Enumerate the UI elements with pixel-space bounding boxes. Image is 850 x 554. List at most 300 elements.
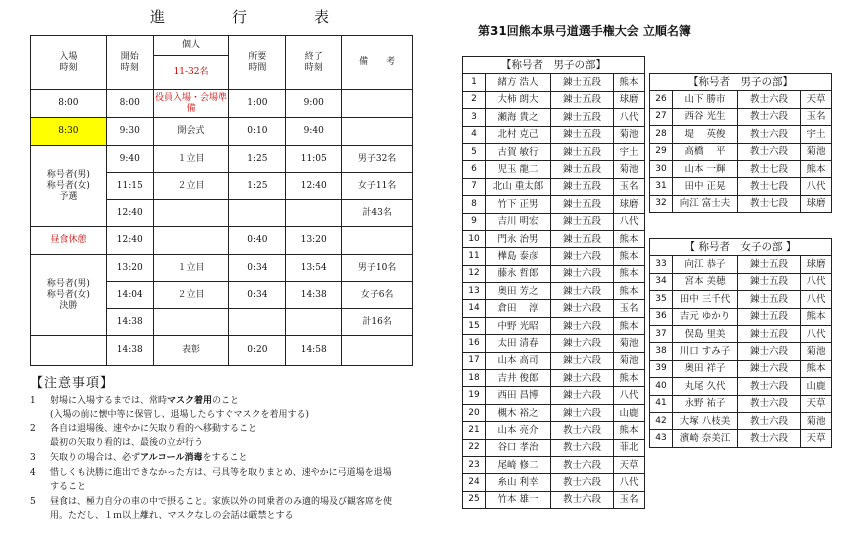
note-line [30,497,392,508]
note-line [30,424,257,435]
entry-prefecture: 八代 [614,474,645,491]
entry-prefecture: 菊池 [801,343,832,360]
cell-end: 12:40 [286,173,342,200]
entry-prefecture: 熊本 [614,422,645,439]
entry-prefecture: 玉名 [614,300,645,317]
cell-end: 9:40 [286,118,342,146]
entry-prefecture: 玉名 [614,491,645,508]
entry-prefecture: 山鹿 [614,404,645,421]
entry-number: 12 [463,265,486,282]
entry-rank: 教士七段 [738,160,801,177]
entry-name: 吉川 明宏 [486,213,551,230]
entry-number: 37 [650,325,673,342]
roster-row [650,378,832,395]
roster-row [650,126,832,143]
note-number: 2 [30,424,36,434]
cell-start: 14:04 [106,282,153,309]
roster-row [463,265,645,282]
entry-rank: 錬士六段 [551,317,614,334]
entry-rank: 錬士六段 [551,300,614,317]
roster-row [650,343,832,360]
entry-number: 24 [463,474,486,491]
roster-row [463,300,645,317]
entry-name: 山本 一輝 [673,160,738,177]
entry-number: 2 [463,91,486,108]
entry-name: 高橋 平 [673,143,738,160]
entry-number: 38 [650,343,673,360]
roster-row [463,213,645,230]
entry-name: 丸尾 久代 [673,378,738,395]
entry-rank: 錬士五段 [551,213,614,230]
cell-note [342,336,413,366]
entry-prefecture: 菊池 [614,161,645,178]
entry-number: 10 [463,230,486,247]
entry-rank: 錬士五段 [551,126,614,143]
entry-name: 濱崎 奈美江 [673,430,738,447]
entry-number: 30 [650,160,673,177]
cell-event: １立目 [153,255,229,282]
entry-rank: 錬士六段 [551,370,614,387]
entry-number: 23 [463,456,486,473]
entry-rank: 錬士五段 [551,91,614,108]
note-emphasis: アルコール消毒 [140,453,203,463]
cell-entry [31,336,107,366]
group-prelim: 称号者(男) 称号者(女) 予選 [31,146,107,227]
entry-number: 33 [650,256,673,273]
cell-start: 12:40 [106,227,153,255]
entry-name: 竹下 正男 [486,196,551,213]
women-header: 【 称号者 女子の部 】 [650,239,832,256]
roster-row [650,412,832,429]
entry-prefecture: 球磨 [801,195,832,212]
entry-number: 7 [463,178,486,195]
ranking-title: 第31回熊本県弓道選手権大会 立順名簿 [478,24,691,38]
schedule-table [30,35,413,366]
entry-number: 28 [650,126,673,143]
entry-name: 谷口 孝治 [486,439,551,456]
header-entry-time: 入場 時刻 [31,36,107,90]
note-number: 5 [30,497,36,507]
entry-prefecture: 八代 [801,291,832,308]
entry-prefecture: 熊本 [614,74,645,91]
entry-name: 尾崎 修二 [486,456,551,473]
entry-number: 13 [463,283,486,300]
entry-prefecture: 宇土 [614,143,645,160]
entry-number: 39 [650,360,673,377]
cell-event [153,227,229,255]
cell-entry: 8:00 [31,90,107,118]
entry-number: 20 [463,404,486,421]
entry-name: 川口 すみ子 [673,343,738,360]
roster-row [463,230,645,247]
entry-prefecture: 球磨 [614,91,645,108]
entry-number: 43 [650,430,673,447]
entry-name: 西田 昌博 [486,387,551,404]
entry-number: 5 [463,143,486,160]
cell-duration: 0:20 [229,336,286,366]
note-text: すること [50,482,87,492]
header-individual: 個人 [153,36,229,56]
entry-number: 1 [463,74,486,91]
entry-rank: 教士七段 [738,195,801,212]
roster-row [650,108,832,125]
entry-rank: 錬士五段 [738,325,801,342]
entry-name: 藤永 哲郎 [486,265,551,282]
roster-row [463,248,645,265]
entry-prefecture: 天草 [801,430,832,447]
cell-event: 表彰 [153,336,229,366]
roster-row [650,395,832,412]
entry-number: 35 [650,291,673,308]
roster-row [463,196,645,213]
entry-rank: 錬士五段 [551,143,614,160]
cell-note: 女子11名 [342,173,413,200]
entry-name: 大塚 八枝美 [673,412,738,429]
roster-row [650,256,832,273]
entry-rank: 錬士五段 [551,74,614,91]
entry-number: 6 [463,161,486,178]
cell-note [342,118,413,146]
header-start-time: 開始 時刻 [106,36,153,90]
roster-row [463,161,645,178]
entry-name: 樺島 泰彦 [486,248,551,265]
roster-row [650,195,832,212]
cell-start: 14:38 [106,336,153,366]
group-final: 称号者(男) 称号者(女) 決勝 [31,255,107,336]
roster-row [463,404,645,421]
cell-end: 11:05 [286,146,342,173]
note-text-tail: をすること [202,453,248,463]
entry-name: 宮本 美穂 [673,273,738,290]
entry-rank: 教士六段 [738,143,801,160]
cell-duration [229,309,286,336]
roster-row [650,160,832,177]
entry-prefecture: 八代 [801,178,832,195]
entry-number: 18 [463,370,486,387]
entry-number: 32 [650,195,673,212]
cell-event [153,309,229,336]
note-emphasis: マスク着用 [167,396,213,406]
cell-start: 8:00 [106,90,153,118]
roster-row [463,387,645,404]
entry-rank: 教士六段 [551,422,614,439]
roster-row [650,325,832,342]
entry-prefecture: 球磨 [614,196,645,213]
cell-duration [229,200,286,227]
entry-number: 15 [463,317,486,334]
entry-rank: 錬士五段 [551,230,614,247]
entry-prefecture: 熊本 [614,248,645,265]
men-header: 【称号者 男子の部】 [463,57,645,74]
note-line [30,482,86,493]
entry-rank: 錬士六段 [551,248,614,265]
entry-number: 41 [650,395,673,412]
roster-row [463,178,645,195]
entry-rank: 錬士五段 [738,256,801,273]
note-number: 1 [30,396,36,406]
entry-prefecture: 天草 [801,395,832,412]
cell-start: 9:30 [106,118,153,146]
cell-start: 13:20 [106,255,153,282]
entry-prefecture: 菊池 [614,126,645,143]
cell-event: ２立目 [153,282,229,309]
entry-prefecture: 菲北 [614,439,645,456]
entry-name: 児玉 龍二 [486,161,551,178]
roster-row [463,335,645,352]
cell-duration: 1:25 [229,173,286,200]
roster-row [463,91,645,108]
note-line [30,396,239,407]
cell-note: 男子32名 [342,146,413,173]
entry-name: 奥田 芳之 [486,283,551,300]
note-number: 3 [30,453,36,463]
entry-name: 古賀 敏行 [486,143,551,160]
entry-prefecture: 熊本 [614,370,645,387]
entry-name: 吉元 ゆかり [673,308,738,325]
roster-row [650,273,832,290]
cell-note [342,90,413,118]
roster-row [463,74,645,91]
entry-rank: 錬士五段 [738,291,801,308]
roster-row [463,352,645,369]
entry-name: 向江 富士夫 [673,195,738,212]
entry-number: 27 [650,108,673,125]
entry-prefecture: 熊本 [614,230,645,247]
entry-name: 中野 光昭 [486,317,551,334]
entry-rank: 錬士五段 [738,273,801,290]
note-text-tail: のこと [212,396,240,406]
entry-name: 竹本 雄一 [486,491,551,508]
entry-number: 3 [463,109,486,126]
entry-name: 西谷 光生 [673,108,738,125]
roster-row [650,308,832,325]
cell-duration: 0:10 [229,118,286,146]
entry-number: 42 [650,412,673,429]
entry-rank: 錬士六段 [551,283,614,300]
entry-name: 俣島 里美 [673,325,738,342]
entry-name: 山本 亮介 [486,422,551,439]
header-notes: 備 考 [342,36,413,90]
entry-prefecture: 八代 [614,213,645,230]
entry-prefecture: 菊池 [801,143,832,160]
entry-name: 田中 正晃 [673,178,738,195]
women-ranking-table [649,238,832,448]
entry-rank: 教士六段 [551,439,614,456]
entry-prefecture: 八代 [801,273,832,290]
cell-event: ２立目 [153,173,229,200]
entry-name: 大柿 朗大 [486,91,551,108]
roster-row [463,422,645,439]
entry-rank: 錬士五段 [551,196,614,213]
cell-duration: 1:25 [229,146,286,173]
cell-note: 女子6名 [342,282,413,309]
roster-row [463,456,645,473]
entry-prefecture: 天草 [614,456,645,473]
roster-row [463,317,645,334]
cell-entry-highlight: 8:30 [31,118,107,146]
cell-start: 12:40 [106,200,153,227]
cell-end: 14:58 [286,336,342,366]
entry-prefecture: 宇土 [801,126,832,143]
entry-rank: 教士六段 [738,395,801,412]
entry-rank: 錬士五段 [551,161,614,178]
entry-prefecture: 球磨 [801,256,832,273]
entry-number: 29 [650,143,673,160]
entry-name: 太田 清春 [486,335,551,352]
cell-note: 計43名 [342,200,413,227]
cell-note [342,227,413,255]
entry-name: 瀬海 貴之 [486,109,551,126]
entry-name: 倉田 淳 [486,300,551,317]
entry-prefecture: 八代 [614,109,645,126]
note-text: 射場に入場するまでは、常時 [50,396,168,406]
entry-number: 4 [463,126,486,143]
entry-number: 34 [650,273,673,290]
cell-event: １立目 [153,146,229,173]
entry-number: 31 [650,178,673,195]
note-text: (入場の前に懐中等に保管し、退場したらすぐマスクを着用する) [50,410,310,420]
cell-end: 13:20 [286,227,342,255]
entry-name: 山本 高司 [486,352,551,369]
entry-name: 北山 重太郎 [486,178,551,195]
entry-name: 奥田 祥子 [673,360,738,377]
cell-duration: 0:40 [229,227,286,255]
roster-row [463,474,645,491]
roster-row [650,178,832,195]
schedule-title: 進 行 表 [150,8,356,26]
entry-name: 緒方 浩人 [486,74,551,91]
entry-number: 21 [463,422,486,439]
cell-duration: 0:34 [229,255,286,282]
roster-row [650,291,832,308]
cell-end: 9:00 [286,90,342,118]
entry-prefecture: 玉名 [614,178,645,195]
roster-row [650,91,832,108]
note-text: 用。ただし、１ｍ以上離れ、マスクなしの会話は厳禁とする [50,511,294,521]
entry-prefecture: 八代 [801,325,832,342]
entry-prefecture: 山鹿 [801,378,832,395]
note-number: 4 [30,468,36,478]
entry-number: 36 [650,308,673,325]
note-line [30,438,203,449]
roster-row [650,430,832,447]
roster-row [463,126,645,143]
men-header: 【称号者 男子の部】 [650,74,832,91]
entry-prefecture: 玉名 [801,108,832,125]
entry-rank: 教士六段 [738,412,801,429]
entry-name: 向江 恭子 [673,256,738,273]
roster-row [650,143,832,160]
entry-number: 17 [463,352,486,369]
entry-number: 25 [463,491,486,508]
entry-name: 田中 三千代 [673,291,738,308]
entry-rank: 錬士六段 [551,352,614,369]
entry-rank: 教士七段 [738,178,801,195]
entry-rank: 錬士六段 [551,387,614,404]
cell-note: 計16名 [342,309,413,336]
entry-rank: 教士六段 [738,126,801,143]
entry-number: 26 [650,91,673,108]
entry-name: 糸山 利幸 [486,474,551,491]
note-text: 昼食は、極力自分の車の中で摂ること。家族以外の同乗者のみ適的場及び観客席を使 [50,497,393,507]
header-duration: 所要 時間 [229,36,286,90]
roster-row [463,491,645,508]
entry-prefecture: 熊本 [614,283,645,300]
cell-note: 男子10名 [342,255,413,282]
entry-rank: 錬士六段 [551,335,614,352]
men-ranking-table-1 [462,56,645,509]
entry-number: 14 [463,300,486,317]
men-ranking-table-2 [649,73,832,213]
entry-rank: 教士六段 [738,91,801,108]
cell-start: 14:38 [106,309,153,336]
roster-row [463,283,645,300]
header-individual-count: 11-32名 [153,56,229,90]
cell-end [286,309,342,336]
entry-rank: 錬士五段 [551,109,614,126]
entry-number: 19 [463,387,486,404]
cell-event: 開会式 [153,118,229,146]
cell-lunch-break: 昼食休憩 [31,227,107,255]
entry-name: 吉井 俊郎 [486,370,551,387]
entry-rank: 教士六段 [738,378,801,395]
entry-name: 北村 克己 [486,126,551,143]
entry-prefecture: 天草 [801,91,832,108]
entry-number: 9 [463,213,486,230]
entry-rank: 錬士五段 [551,178,614,195]
cell-event: 役員入場・会場準備 [153,90,229,118]
entry-name: 堤 英俊 [673,126,738,143]
note-line [30,410,309,421]
entry-rank: 錬士六段 [738,360,801,377]
entry-number: 8 [463,196,486,213]
cell-end [286,200,342,227]
entry-prefecture: 菊池 [614,352,645,369]
entry-prefecture: 菊池 [801,412,832,429]
entry-name: 槻木 裕之 [486,404,551,421]
entry-prefecture: 熊本 [614,317,645,334]
entry-number: 40 [650,378,673,395]
cell-start: 11:15 [106,173,153,200]
entry-name: 門永 治男 [486,230,551,247]
entry-rank: 教士六段 [738,430,801,447]
cell-start: 9:40 [106,146,153,173]
entry-rank: 錬士六段 [551,404,614,421]
entry-prefecture: 菊池 [614,335,645,352]
note-text: 惜しくも決勝に進出できなかった方は、弓具等を取りまとめ、速やかに弓道場を退場 [50,468,392,478]
entry-rank: 教士六段 [551,474,614,491]
note-text: 各自は退場後、速やかに矢取り看的へ移動すること [50,424,258,434]
roster-row [463,143,645,160]
cell-duration: 1:00 [229,90,286,118]
entry-prefecture: 熊本 [614,265,645,282]
notes-title: 【注意事項】 [30,376,115,391]
note-line [30,468,392,479]
entry-name: 永野 祐子 [673,395,738,412]
cell-end: 13:54 [286,255,342,282]
note-text: 矢取りの場合は、必ず [50,453,141,463]
entry-prefecture: 熊本 [801,360,832,377]
roster-row [463,439,645,456]
entry-prefecture: 熊本 [801,160,832,177]
entry-number: 11 [463,248,486,265]
entry-rank: 教士六段 [551,491,614,508]
entry-rank: 錬士六段 [551,265,614,282]
entry-name: 山下 勝市 [673,91,738,108]
cell-end: 14:38 [286,282,342,309]
note-line [30,453,248,464]
header-end-time: 終了 時刻 [286,36,342,90]
